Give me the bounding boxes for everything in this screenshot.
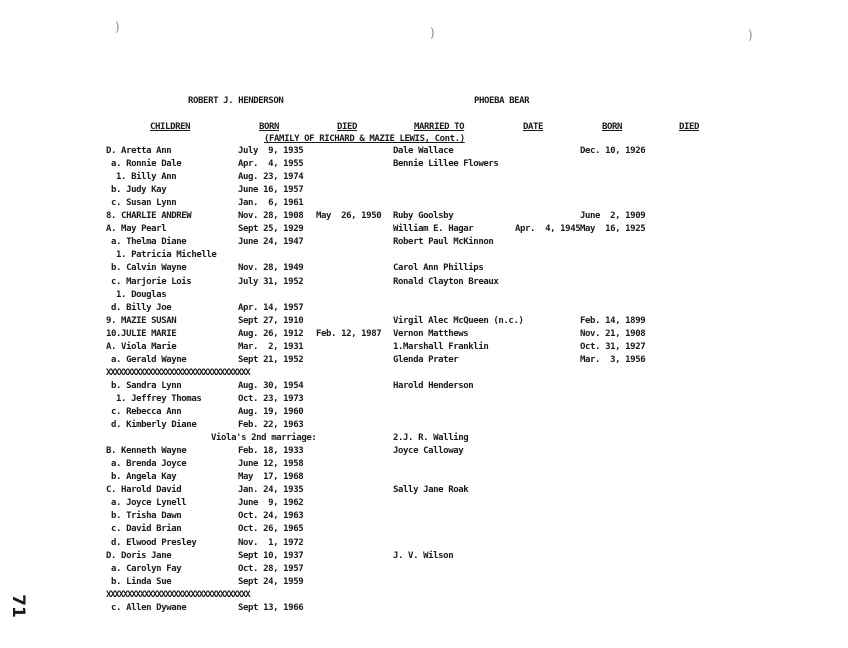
cell-spouse: Ruby Goolsby: [393, 211, 454, 221]
cell-born: Oct. 23, 1973: [238, 394, 304, 404]
cell-name: B. Kenneth Wayne: [106, 446, 187, 456]
cell-spouse: Harold Henderson: [393, 381, 474, 391]
cell-born: Aug. 30, 1954: [238, 381, 304, 391]
cell-name: 1. Patricia Michelle: [106, 250, 217, 260]
column-born: BORN: [259, 122, 280, 132]
cell-sborn: Nov. 21, 1908: [580, 329, 646, 339]
cell-name: A. Viola Marie: [106, 342, 177, 352]
cell-born: Nov. 28, 1908: [238, 211, 304, 221]
column-spouse-died: DIED: [679, 122, 700, 132]
cell-name: c. David Brian: [106, 524, 182, 534]
cell-sborn: May 16, 1925: [580, 224, 646, 234]
cell-born: Sept 10, 1937: [238, 551, 304, 561]
cell-born: Oct. 26, 1965: [238, 524, 304, 534]
cell-sborn: Feb. 14, 1899: [580, 316, 646, 326]
cell-name: D. Doris Jane: [106, 551, 172, 561]
cell-spouse: Bennie Lillee Flowers: [393, 159, 499, 169]
cell-born: Aug. 23, 1974: [238, 172, 304, 182]
cell-born: Apr. 4, 1955: [238, 159, 304, 169]
cell-born: Mar. 2, 1931: [238, 342, 304, 352]
cell-name: 1. Billy Ann: [106, 172, 177, 182]
cell-name: a. Ronnie Dale: [106, 159, 182, 169]
page-number: 71: [7, 594, 28, 618]
cell-born: Nov. 28, 1949: [238, 263, 304, 273]
cell-born: June 24, 1947: [238, 237, 304, 247]
scan-mark: ): [115, 20, 120, 34]
cell-born: Aug. 26, 1912: [238, 329, 304, 339]
cell-spouse: J. V. Wilson: [393, 551, 454, 561]
cell-born: June 16, 1957: [238, 185, 304, 195]
cell-died: May 26, 1950: [316, 211, 382, 221]
cell-born: July 31, 1952: [238, 277, 304, 287]
cell-born: Viola's 2nd marriage:: [211, 433, 317, 443]
cell-name: XXXXXXXXXXXXXXXXXXXXXXXXXXXXXXXXXX: [106, 368, 250, 378]
cell-spouse: Dale Wallace: [393, 146, 454, 156]
cell-name: C. Harold David: [106, 485, 182, 495]
cell-spouse: Ronald Clayton Breaux: [393, 277, 499, 287]
cell-name: 9. MAZIE SUSAN: [106, 316, 177, 326]
cell-born: Sept 13, 1966: [238, 603, 304, 613]
cell-name: b. Sandra Lynn: [106, 381, 182, 391]
cell-name: a. Joyce Lynell: [106, 498, 187, 508]
cell-name: 10.JULIE MARIE: [106, 329, 177, 339]
column-spouse-born: BORN: [602, 122, 623, 132]
column-married-to: MARRIED TO: [414, 122, 465, 132]
cell-born: Nov. 1, 1972: [238, 538, 304, 548]
cell-born: Jan. 6, 1961: [238, 198, 304, 208]
cell-name: b. Calvin Wayne: [106, 263, 187, 273]
cell-spouse: Carol Ann Phillips: [393, 263, 484, 273]
cell-name: c. Susan Lynn: [106, 198, 177, 208]
cell-spouse: Virgil Alec McQueen (n.c.): [393, 316, 524, 326]
cell-sborn: Oct. 31, 1927: [580, 342, 646, 352]
cell-born: Apr. 14, 1957: [238, 303, 304, 313]
cell-name: b. Linda Sue: [106, 577, 172, 587]
cell-name: b. Judy Kay: [106, 185, 167, 195]
cell-name: 1. Douglas: [106, 290, 167, 300]
cell-born: Feb. 22, 1963: [238, 420, 304, 430]
column-date: DATE: [523, 122, 544, 132]
cell-name: c. Allen Dywane: [106, 603, 187, 613]
cell-born: Aug. 19, 1960: [238, 407, 304, 417]
cell-born: Sept 24, 1959: [238, 577, 304, 587]
cell-spouse: Sally Jane Roak: [393, 485, 469, 495]
cell-name: d. Kimberly Diane: [106, 420, 197, 430]
cell-name: a. Gerald Wayne: [106, 355, 187, 365]
cell-spouse: Glenda Prater: [393, 355, 459, 365]
cell-sborn: Dec. 10, 1926: [580, 146, 646, 156]
cell-name: c. Marjorie Lois: [106, 277, 192, 287]
cell-name: a. Brenda Joyce: [106, 459, 187, 469]
cell-name: 1. Jeffrey Thomas: [106, 394, 202, 404]
cell-name: D. Aretta Ann: [106, 146, 172, 156]
cell-born: June 12, 1958: [238, 459, 304, 469]
cell-born: June 9, 1962: [238, 498, 304, 508]
family-note: (FAMILY OF RICHARD & MAZIE LEWIS, Cont.): [264, 134, 465, 144]
cell-name: b. Angela Kay: [106, 472, 177, 482]
column-children: CHILDREN: [150, 122, 191, 132]
cell-born: Jan. 24, 1935: [238, 485, 304, 495]
cell-name: d. Billy Joe: [106, 303, 172, 313]
cell-name: b. Trisha Dawn: [106, 511, 182, 521]
cell-born: May 17, 1968: [238, 472, 304, 482]
cell-date: Apr. 4, 1945: [515, 224, 581, 234]
cell-born: Sept 27, 1910: [238, 316, 304, 326]
cell-sborn: June 2, 1909: [580, 211, 646, 221]
cell-name: 8. CHARLIE ANDREW: [106, 211, 192, 221]
cell-born: Sept 21, 1952: [238, 355, 304, 365]
cell-died: Feb. 12, 1987: [316, 329, 382, 339]
cell-born: Oct. 28, 1957: [238, 564, 304, 574]
column-died: DIED: [337, 122, 358, 132]
cell-spouse: William E. Hagar: [393, 224, 474, 234]
cell-name: A. May Pearl: [106, 224, 167, 234]
cell-name: c. Rebecca Ann: [106, 407, 182, 417]
cell-born: Feb. 18, 1933: [238, 446, 304, 456]
header-right-name: PHOEBA BEAR: [474, 96, 530, 106]
header-left-name: ROBERT J. HENDERSON: [188, 96, 284, 106]
scan-mark: ): [430, 26, 435, 40]
cell-name: a. Thelma Diane: [106, 237, 187, 247]
cell-spouse: 1.Marshall Franklin: [393, 342, 489, 352]
cell-born: July 9, 1935: [238, 146, 304, 156]
cell-name: d. Elwood Presley: [106, 538, 197, 548]
cell-spouse: Robert Paul McKinnon: [393, 237, 494, 247]
cell-spouse: Vernon Matthews: [393, 329, 469, 339]
cell-spouse: 2.J. R. Walling: [393, 433, 469, 443]
cell-name: a. Carolyn Fay: [106, 564, 182, 574]
scan-mark: ): [748, 28, 753, 42]
cell-born: Sept 25, 1929: [238, 224, 304, 234]
cell-spouse: Joyce Calloway: [393, 446, 464, 456]
cell-born: Oct. 24, 1963: [238, 511, 304, 521]
cell-sborn: Mar. 3, 1956: [580, 355, 646, 365]
cell-name: XXXXXXXXXXXXXXXXXXXXXXXXXXXXXXXXXX: [106, 590, 250, 600]
